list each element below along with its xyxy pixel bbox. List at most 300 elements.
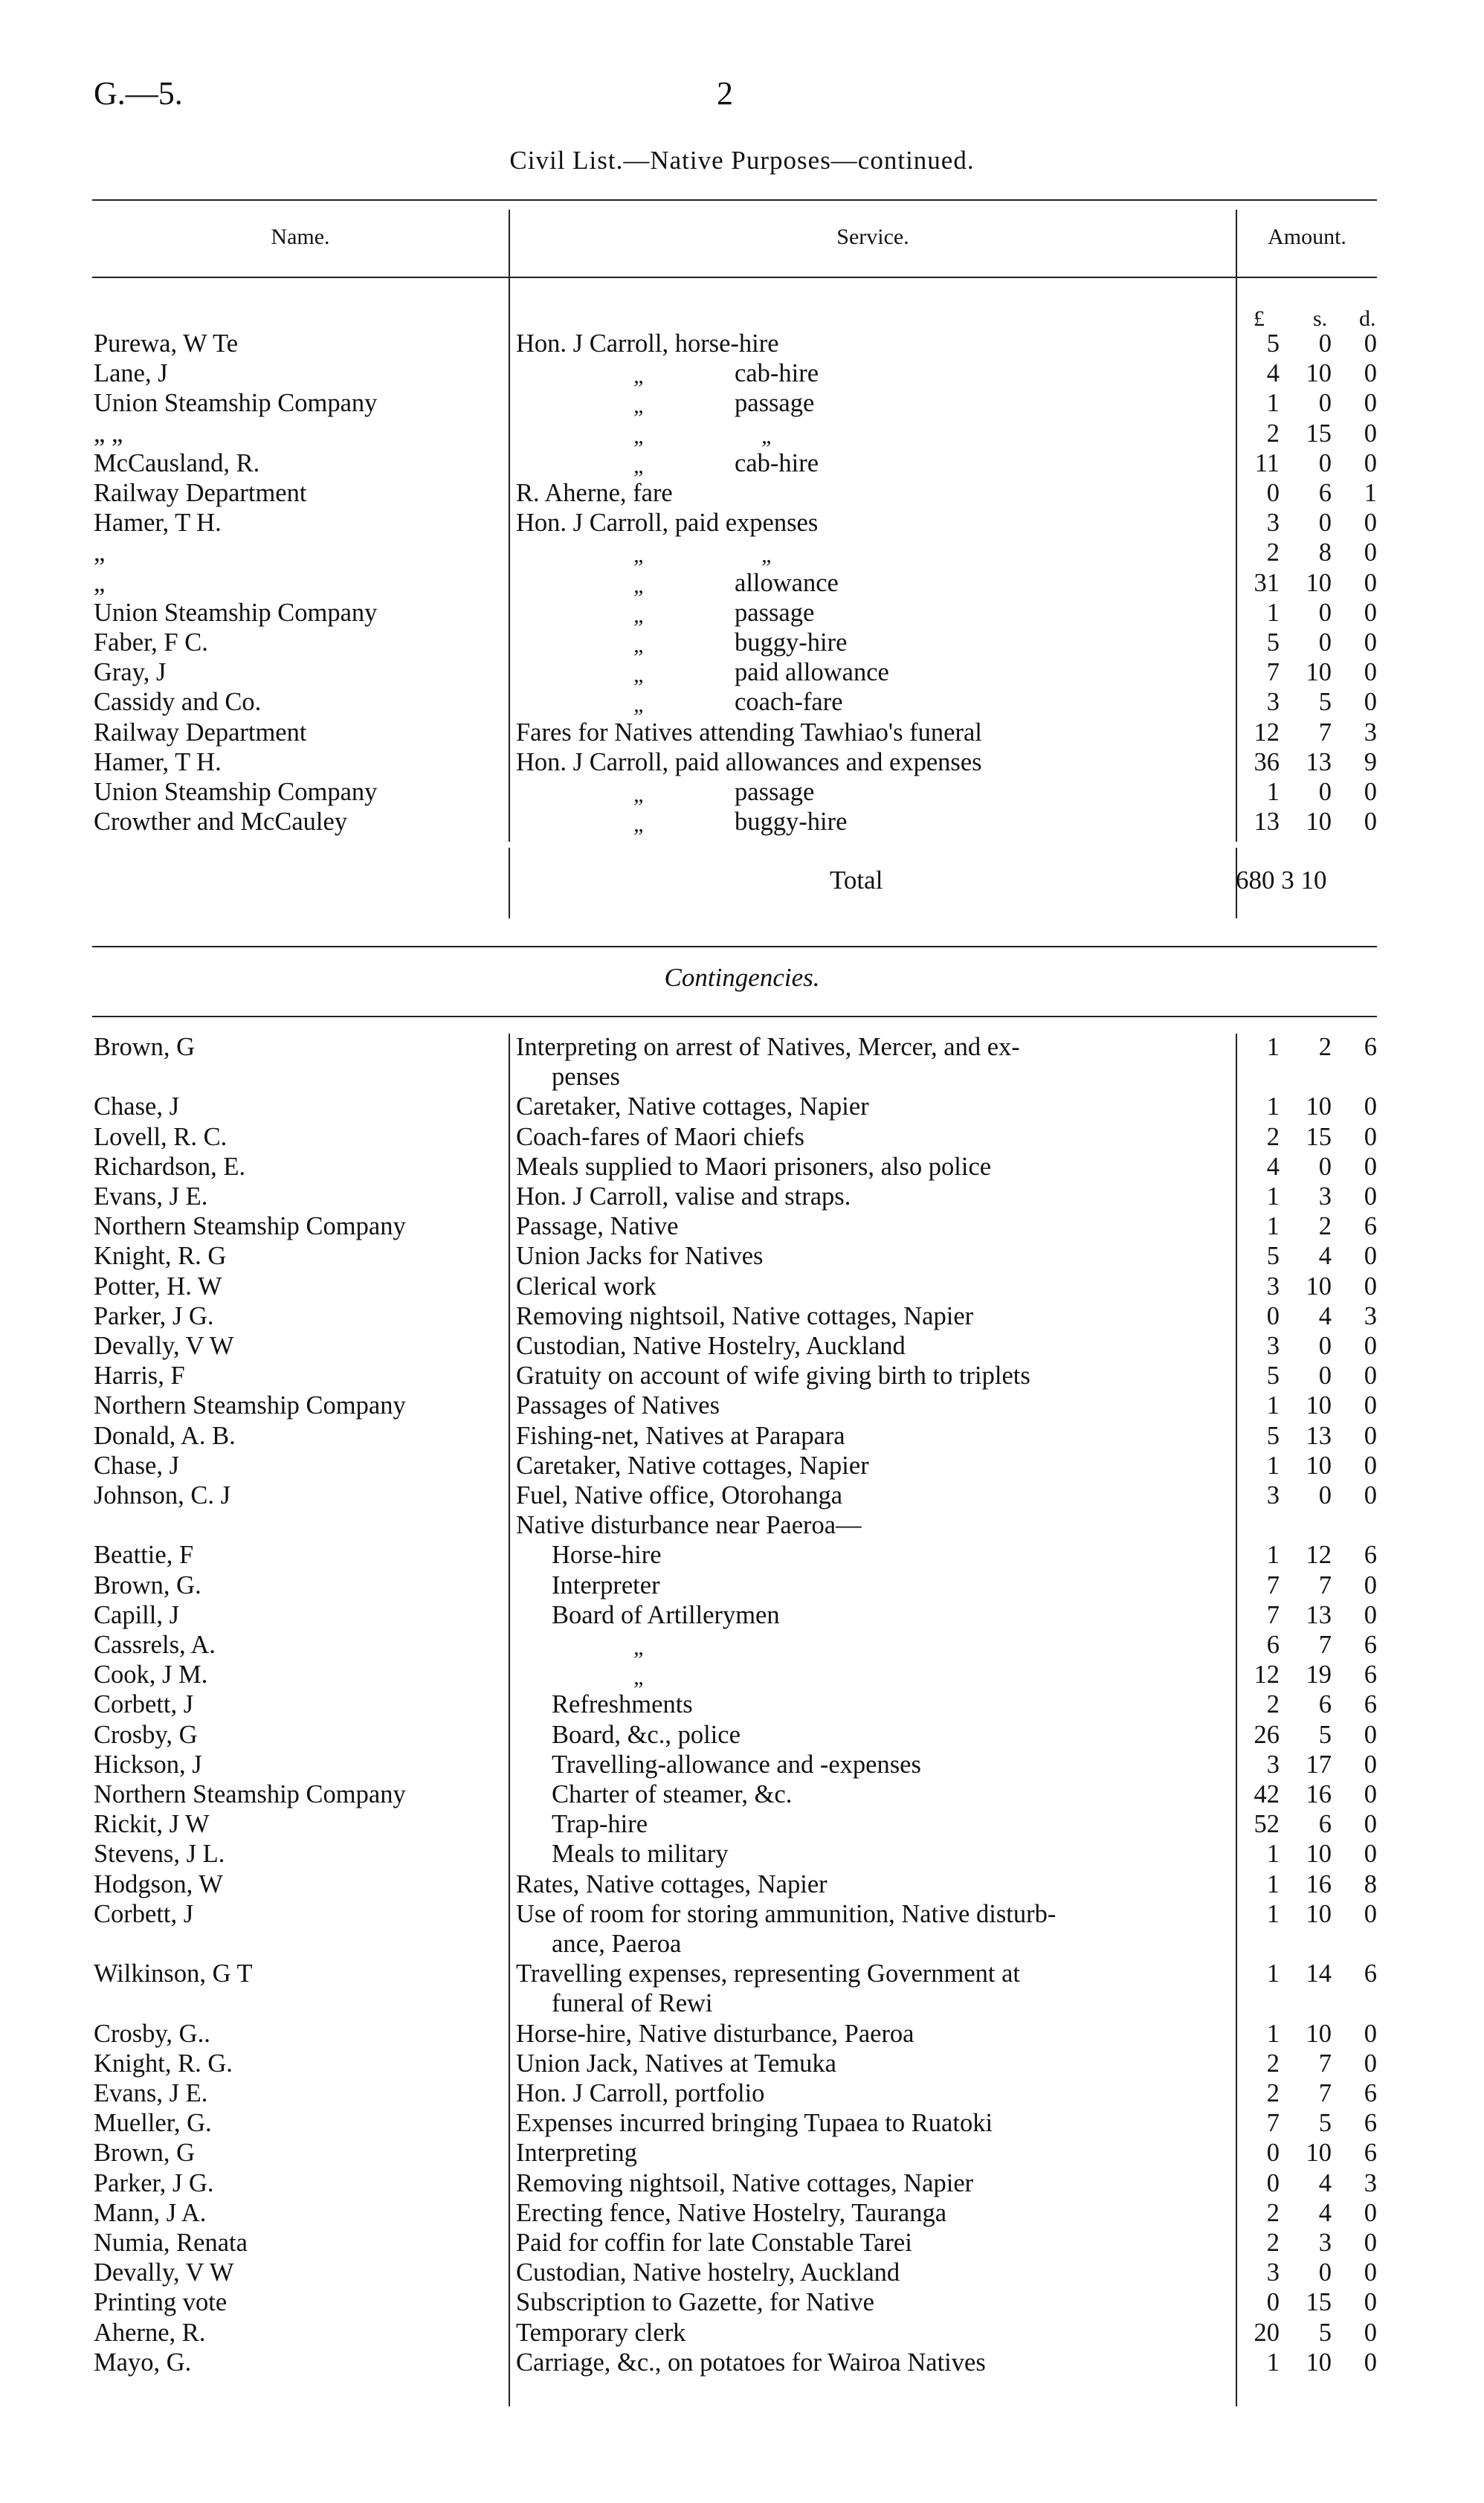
rule-head <box>92 277 1377 278</box>
amount-pounds: 3 <box>1266 688 1280 717</box>
amount-shillings: 10 <box>1306 359 1332 388</box>
amount-pounds: 0 <box>1266 1301 1280 1330</box>
amount-pounds: 1 <box>1266 1092 1280 1121</box>
amount-shillings: 0 <box>1318 1152 1332 1181</box>
row-name: Purewa, W Te <box>94 329 239 358</box>
amount-pence: 0 <box>1364 598 1377 627</box>
amount-shillings: 13 <box>1306 1421 1332 1450</box>
amount-pounds: 3 <box>1266 1750 1280 1779</box>
amount-pounds: 3 <box>1266 509 1280 538</box>
row-service: Rates, Native cottages, Napier <box>516 1869 828 1898</box>
amount-pence: 0 <box>1364 1152 1377 1181</box>
row-name: „ „ <box>94 419 123 448</box>
table-row <box>0 388 1484 418</box>
table-row <box>0 777 1484 807</box>
row-name: Brown, G. <box>94 1571 201 1600</box>
amount-pence: 6 <box>1364 2079 1377 2107</box>
amount-pence: 0 <box>1364 1720 1377 1749</box>
amount-pence: 6 <box>1364 1690 1377 1719</box>
ditto-mark: „ <box>761 543 774 568</box>
amount-pence: 0 <box>1364 389 1377 418</box>
amount-shillings: 0 <box>1318 778 1332 806</box>
amount-pounds: 0 <box>1266 2139 1280 2168</box>
row-name: Northern Steamship Company <box>94 1391 406 1420</box>
rule-section <box>92 946 1377 947</box>
row-service: Union Jacks for Natives <box>516 1242 764 1271</box>
row-name: Crosby, G.. <box>94 2019 210 2048</box>
ditto-mark: „ <box>633 602 646 628</box>
row-service: passage <box>735 389 815 418</box>
row-service: Board of Artillerymen <box>552 1600 780 1629</box>
amount-pence: 0 <box>1364 1421 1377 1450</box>
row-name: Parker, J G. <box>94 2168 214 2197</box>
amount-pence: 0 <box>1364 1242 1377 1271</box>
amount-pounds: 1 <box>1266 1182 1280 1211</box>
row-service: Paid for coffin for late Constable Tarei <box>516 2229 912 2257</box>
amount-pounds: 5 <box>1266 1421 1280 1450</box>
amount-shillings: 10 <box>1306 2019 1332 2048</box>
table-row <box>0 598 1484 628</box>
amount-pounds: 1 <box>1266 1840 1280 1869</box>
ditto-mark: „ <box>633 393 646 419</box>
amount-shillings: 5 <box>1318 2109 1332 2138</box>
row-name: Hickson, J <box>94 1750 202 1779</box>
amount-shillings: 8 <box>1318 538 1332 567</box>
amount-pence: 0 <box>1364 808 1377 837</box>
section-title: Contingencies. <box>664 963 820 992</box>
col-head-service: Service. <box>836 225 909 249</box>
row-service: Charter of steamer, &c. <box>552 1780 793 1808</box>
amount-pounds: 2 <box>1266 419 1280 448</box>
row-service: Native disturbance near Paeroa— <box>516 1511 862 1540</box>
table-row <box>0 448 1484 478</box>
row-service-continued: penses <box>552 1063 620 1092</box>
row-name: Evans, J E. <box>94 1182 208 1211</box>
amount-pounds: 31 <box>1254 568 1280 597</box>
row-service-continued: funeral of Rewi <box>552 1989 713 2018</box>
amount-pence: 0 <box>1364 1362 1377 1391</box>
row-service: Horse-hire, Native disturbance, Paeroa <box>516 2019 914 2048</box>
row-name: Hamer, T H. <box>94 509 222 538</box>
row-name: Northern Steamship Company <box>94 1780 406 1808</box>
row-service: allowance <box>735 568 839 597</box>
table-row <box>0 628 1484 657</box>
amount-shillings: 10 <box>1306 1899 1332 1928</box>
row-name: Lovell, R. C. <box>94 1122 228 1151</box>
amount-shillings: 5 <box>1318 2318 1332 2347</box>
ditto-mark: „ <box>761 423 774 448</box>
page-number: 2 <box>717 75 733 112</box>
table-row <box>0 1720 1484 1750</box>
row-name: Knight, R. G. <box>94 2049 233 2078</box>
amount-shillings: 0 <box>1318 598 1332 627</box>
amount-pence: 0 <box>1364 2229 1377 2257</box>
amount-pounds: 12 <box>1254 718 1280 747</box>
table-row <box>0 1092 1484 1121</box>
amount-pence: 0 <box>1364 509 1377 538</box>
row-name: Gray, J <box>94 658 167 687</box>
amount-pounds: 13 <box>1254 808 1280 837</box>
row-name: Railway Department <box>94 718 307 747</box>
row-service: cab-hire <box>735 448 819 477</box>
amount-pounds: 1 <box>1266 1899 1280 1928</box>
row-service: Hon. J Carroll, valise and straps. <box>516 1182 851 1211</box>
amount-shillings: 7 <box>1318 2049 1332 2078</box>
amount-shillings: 10 <box>1306 1840 1332 1869</box>
row-service: Temporary clerk <box>516 2318 686 2347</box>
row-service: Removing nightsoil, Native cottages, Napier <box>516 1301 974 1330</box>
amount-pounds: 2 <box>1266 2198 1280 2227</box>
row-name: „ <box>94 538 106 567</box>
row-service-continued: ance, Paeroa <box>552 1930 682 1958</box>
row-name: Railway Department <box>94 479 307 507</box>
amount-shillings: 7 <box>1318 718 1332 747</box>
table-row <box>0 508 1484 538</box>
row-name: Stevens, J L. <box>94 1840 225 1869</box>
table-row <box>0 2168 1484 2198</box>
row-name: McCausland, R. <box>94 448 260 477</box>
table-row <box>0 1839 1484 1869</box>
amount-shillings: 4 <box>1318 1301 1332 1330</box>
table-row-continuation <box>0 1988 1484 2018</box>
row-name: Lane, J <box>94 359 168 388</box>
amount-shillings: 10 <box>1306 2139 1332 2168</box>
amount-pounds: 5 <box>1266 628 1280 657</box>
row-name: Aherne, R. <box>94 2318 206 2347</box>
amount-pence: 0 <box>1364 1092 1377 1121</box>
amount-pounds: 20 <box>1254 2318 1280 2347</box>
table-row <box>0 568 1484 598</box>
amount-pence: 3 <box>1364 718 1377 747</box>
amount-pence: 0 <box>1364 2348 1377 2377</box>
row-name: Donald, A. B. <box>94 1421 236 1450</box>
amount-shillings: 10 <box>1306 568 1332 597</box>
row-service: Hon. J Carroll, paid expenses <box>516 509 819 538</box>
amount-pounds: 26 <box>1254 1720 1280 1749</box>
amount-pounds: 0 <box>1266 479 1280 507</box>
table-row <box>0 2287 1484 2317</box>
table-row <box>0 1122 1484 1152</box>
amount-shillings: 0 <box>1318 389 1332 418</box>
row-name: Devally, V W <box>94 1332 234 1360</box>
amount-pence: 0 <box>1364 1780 1377 1808</box>
unit-pence: d. <box>1359 306 1376 331</box>
amount-pounds: 2 <box>1266 1122 1280 1151</box>
row-name: Crowther and McCauley <box>94 808 348 837</box>
row-name: Mueller, G. <box>94 2109 212 2138</box>
row-service: Caretaker, Native cottages, Napier <box>516 1092 869 1121</box>
row-name: Mayo, G. <box>94 2348 192 2377</box>
amount-pence: 6 <box>1364 1541 1377 1570</box>
amount-shillings: 6 <box>1318 1810 1332 1839</box>
row-name: Parker, J G. <box>94 1301 214 1330</box>
row-service: Clerical work <box>516 1272 656 1301</box>
page-ref: G.—5. <box>94 75 183 112</box>
row-name: Corbett, J <box>94 1899 194 1928</box>
ditto-mark: „ <box>633 692 646 718</box>
table-row <box>0 718 1484 747</box>
row-service: Interpreting <box>516 2139 637 2168</box>
row-name: Cassrels, A. <box>94 1631 216 1659</box>
table-row <box>0 2348 1484 2377</box>
amount-shillings: 0 <box>1318 1481 1332 1510</box>
table-row <box>0 1421 1484 1451</box>
total-amount: 680 3 10 <box>1236 866 1327 895</box>
amount-shillings: 13 <box>1306 747 1332 776</box>
row-service: Refreshments <box>552 1690 693 1719</box>
amount-pounds: 1 <box>1266 778 1280 806</box>
amount-pounds: 42 <box>1254 1780 1280 1808</box>
amount-shillings: 4 <box>1318 1242 1332 1271</box>
amount-pounds: 7 <box>1266 658 1280 687</box>
ditto-mark: „ <box>633 1665 646 1690</box>
amount-pence: 3 <box>1364 2168 1377 2197</box>
table-row <box>0 1540 1484 1570</box>
row-name: Potter, H. W <box>94 1272 222 1301</box>
amount-shillings: 7 <box>1318 1631 1332 1659</box>
row-service: Hon. J Carroll, paid allowances and expenses <box>516 747 982 776</box>
row-service: Custodian, Native Hostelry, Auckland <box>516 1332 906 1360</box>
amount-shillings: 0 <box>1318 1332 1332 1360</box>
row-name: Union Steamship Company <box>94 389 378 418</box>
amount-pence: 9 <box>1364 747 1377 776</box>
table-row <box>0 747 1484 777</box>
table-row <box>0 358 1484 388</box>
row-name: Wilkinson, G T <box>94 1959 253 1988</box>
amount-shillings: 7 <box>1318 2079 1332 2107</box>
amount-pence: 0 <box>1364 1391 1377 1420</box>
amount-shillings: 3 <box>1318 2229 1332 2257</box>
table-row <box>0 1869 1484 1899</box>
amount-shillings: 0 <box>1318 329 1332 358</box>
table-row <box>0 1689 1484 1719</box>
ditto-mark: „ <box>633 663 646 688</box>
amount-pounds: 1 <box>1266 2348 1280 2377</box>
row-name: Brown, G <box>94 1033 196 1061</box>
amount-pounds: 3 <box>1266 1272 1280 1301</box>
table-row <box>0 1899 1484 1929</box>
amount-pounds: 4 <box>1266 1152 1280 1181</box>
amount-pounds: 1 <box>1266 1869 1280 1898</box>
amount-shillings: 2 <box>1318 1033 1332 1061</box>
row-service: Erecting fence, Native Hostelry, Tauranga <box>516 2198 947 2227</box>
table-row <box>0 1510 1484 1540</box>
row-name: Union Steamship Company <box>94 598 378 627</box>
row-name: Cook, J M. <box>94 1660 208 1689</box>
table-row <box>0 1750 1484 1779</box>
table-row <box>0 1241 1484 1271</box>
amount-pence: 0 <box>1364 1600 1377 1629</box>
row-name: Johnson, C. J <box>94 1481 231 1510</box>
table-row <box>0 478 1484 508</box>
total-label: Total <box>830 866 883 895</box>
ditto-mark: „ <box>633 453 646 478</box>
amount-shillings: 2 <box>1318 1212 1332 1241</box>
amount-pounds: 7 <box>1266 1600 1280 1629</box>
row-service: cab-hire <box>735 359 819 388</box>
row-name: Brown, G <box>94 2139 196 2168</box>
table-row <box>0 1630 1484 1660</box>
row-service: Caretaker, Native cottages, Napier <box>516 1451 869 1480</box>
rule-section-bottom <box>92 1016 1377 1017</box>
amount-pence: 6 <box>1364 1959 1377 1988</box>
amount-shillings: 10 <box>1306 2348 1332 2377</box>
amount-pence: 0 <box>1364 538 1377 567</box>
row-service: R. Aherne, fare <box>516 479 673 507</box>
amount-pence: 0 <box>1364 2049 1377 2078</box>
amount-shillings: 16 <box>1306 1780 1332 1808</box>
row-service: Meals supplied to Maori prisoners, also police <box>516 1152 992 1181</box>
amount-pounds: 3 <box>1266 2258 1280 2287</box>
col-head-name: Name. <box>271 225 330 249</box>
amount-pence: 6 <box>1364 1660 1377 1689</box>
row-name: Chase, J <box>94 1092 179 1121</box>
row-service: Fuel, Native office, Otorohanga <box>516 1481 843 1510</box>
amount-shillings: 16 <box>1306 1869 1332 1898</box>
row-name: Chase, J <box>94 1451 179 1480</box>
amount-pence: 6 <box>1364 1033 1377 1061</box>
amount-pounds: 0 <box>1266 2168 1280 2197</box>
table-row <box>0 1481 1484 1510</box>
table-row <box>0 1182 1484 1211</box>
amount-pence: 0 <box>1364 2318 1377 2347</box>
amount-pounds: 5 <box>1266 329 1280 358</box>
table-row-continuation <box>0 1929 1484 1959</box>
amount-shillings: 10 <box>1306 808 1332 837</box>
row-name: „ <box>94 568 106 597</box>
amount-pence: 0 <box>1364 1122 1377 1151</box>
amount-shillings: 0 <box>1318 2258 1332 2287</box>
row-service: Fares for Natives attending Tawhiao's funeral <box>516 718 982 747</box>
amount-pounds: 1 <box>1266 1391 1280 1420</box>
amount-pounds: 52 <box>1254 1810 1280 1839</box>
amount-pence: 6 <box>1364 1212 1377 1241</box>
amount-shillings: 0 <box>1318 448 1332 477</box>
row-service: Gratuity on account of wife giving birth to triplets <box>516 1362 1030 1391</box>
amount-pence: 0 <box>1364 2019 1377 2048</box>
table-row <box>0 1211 1484 1241</box>
amount-pence: 0 <box>1364 568 1377 597</box>
amount-pounds: 5 <box>1266 1362 1280 1391</box>
amount-pounds: 11 <box>1254 448 1280 477</box>
unit-shillings: s. <box>1313 306 1328 331</box>
row-service: buggy-hire <box>735 808 848 837</box>
table-row <box>0 2138 1484 2168</box>
amount-pence: 0 <box>1364 628 1377 657</box>
amount-pounds: 2 <box>1266 2079 1280 2107</box>
amount-shillings: 3 <box>1318 1182 1332 1211</box>
table-row <box>0 1272 1484 1301</box>
amount-pence: 0 <box>1364 688 1377 717</box>
amount-pounds: 7 <box>1266 1571 1280 1600</box>
row-name: Capill, J <box>94 1600 180 1629</box>
table-row <box>0 419 1484 448</box>
amount-shillings: 4 <box>1318 2198 1332 2227</box>
amount-shillings: 15 <box>1306 1122 1332 1151</box>
amount-shillings: 10 <box>1306 1272 1332 1301</box>
ditto-mark: „ <box>633 364 646 389</box>
amount-shillings: 10 <box>1306 658 1332 687</box>
amount-shillings: 10 <box>1306 1451 1332 1480</box>
row-service: Fishing-net, Natives at Parapara <box>516 1421 845 1450</box>
amount-shillings: 0 <box>1318 1362 1332 1391</box>
amount-pence: 0 <box>1364 1750 1377 1779</box>
rule-top <box>92 199 1377 201</box>
amount-shillings: 7 <box>1318 1571 1332 1600</box>
amount-pounds: 2 <box>1266 538 1280 567</box>
amount-shillings: 15 <box>1306 419 1332 448</box>
table-row <box>0 2258 1484 2287</box>
row-service: Trap-hire <box>552 1810 648 1839</box>
row-name: Cassidy and Co. <box>94 688 262 717</box>
table-row <box>0 1809 1484 1839</box>
table-row <box>0 1331 1484 1361</box>
row-service: Carriage, &c., on potatoes for Wairoa Natives <box>516 2348 986 2377</box>
table-row <box>0 687 1484 717</box>
amount-pounds: 5 <box>1266 1242 1280 1271</box>
amount-pence: 0 <box>1364 1840 1377 1869</box>
table-row <box>0 538 1484 567</box>
amount-shillings: 19 <box>1306 1660 1332 1689</box>
amount-shillings: 15 <box>1306 2288 1332 2317</box>
table-row <box>0 2078 1484 2108</box>
amount-pence: 0 <box>1364 778 1377 806</box>
row-service: Union Jack, Natives at Temuka <box>516 2049 836 2078</box>
table-row <box>0 1600 1484 1630</box>
table-row <box>0 2019 1484 2049</box>
amount-shillings: 4 <box>1318 2168 1332 2197</box>
row-name: Devally, V W <box>94 2258 234 2287</box>
row-name: Hodgson, W <box>94 1869 223 1898</box>
amount-shillings: 0 <box>1318 628 1332 657</box>
row-service: Board, &c., police <box>552 1720 741 1749</box>
row-name: Union Steamship Company <box>94 778 378 806</box>
amount-pence: 0 <box>1364 448 1377 477</box>
row-name: Hamer, T H. <box>94 747 222 776</box>
table-row <box>0 1571 1484 1600</box>
amount-shillings: 17 <box>1306 1750 1332 1779</box>
table-row <box>0 2198 1484 2228</box>
amount-pounds: 1 <box>1266 2019 1280 2048</box>
amount-pence: 0 <box>1364 1182 1377 1211</box>
amount-pence: 0 <box>1364 2288 1377 2317</box>
ditto-mark: „ <box>633 573 646 598</box>
row-name: Mann, J A. <box>94 2198 207 2227</box>
row-service: Passage, Native <box>516 1212 679 1241</box>
amount-pounds: 3 <box>1266 1481 1280 1510</box>
amount-pounds: 1 <box>1266 598 1280 627</box>
amount-pence: 1 <box>1364 479 1377 507</box>
table-row <box>0 2228 1484 2258</box>
amount-pounds: 7 <box>1266 2109 1280 2138</box>
table-row <box>0 1959 1484 1988</box>
amount-pence: 0 <box>1364 2258 1377 2287</box>
row-name: Beattie, F <box>94 1541 194 1570</box>
row-service: Hon. J Carroll, horse-hire <box>516 329 779 358</box>
unit-pounds: £ <box>1254 306 1265 331</box>
table-row <box>0 1361 1484 1391</box>
amount-shillings: 5 <box>1318 1720 1332 1749</box>
amount-pounds: 0 <box>1266 2288 1280 2317</box>
row-service: Passages of Natives <box>516 1391 720 1420</box>
amount-pounds: 1 <box>1266 389 1280 418</box>
row-service: Horse-hire <box>552 1541 662 1570</box>
table-row-continuation <box>0 1062 1484 1092</box>
amount-pence: 0 <box>1364 1810 1377 1839</box>
table-row <box>0 1391 1484 1420</box>
amount-pence: 0 <box>1364 329 1377 358</box>
row-name: Crosby, G <box>94 1720 198 1749</box>
